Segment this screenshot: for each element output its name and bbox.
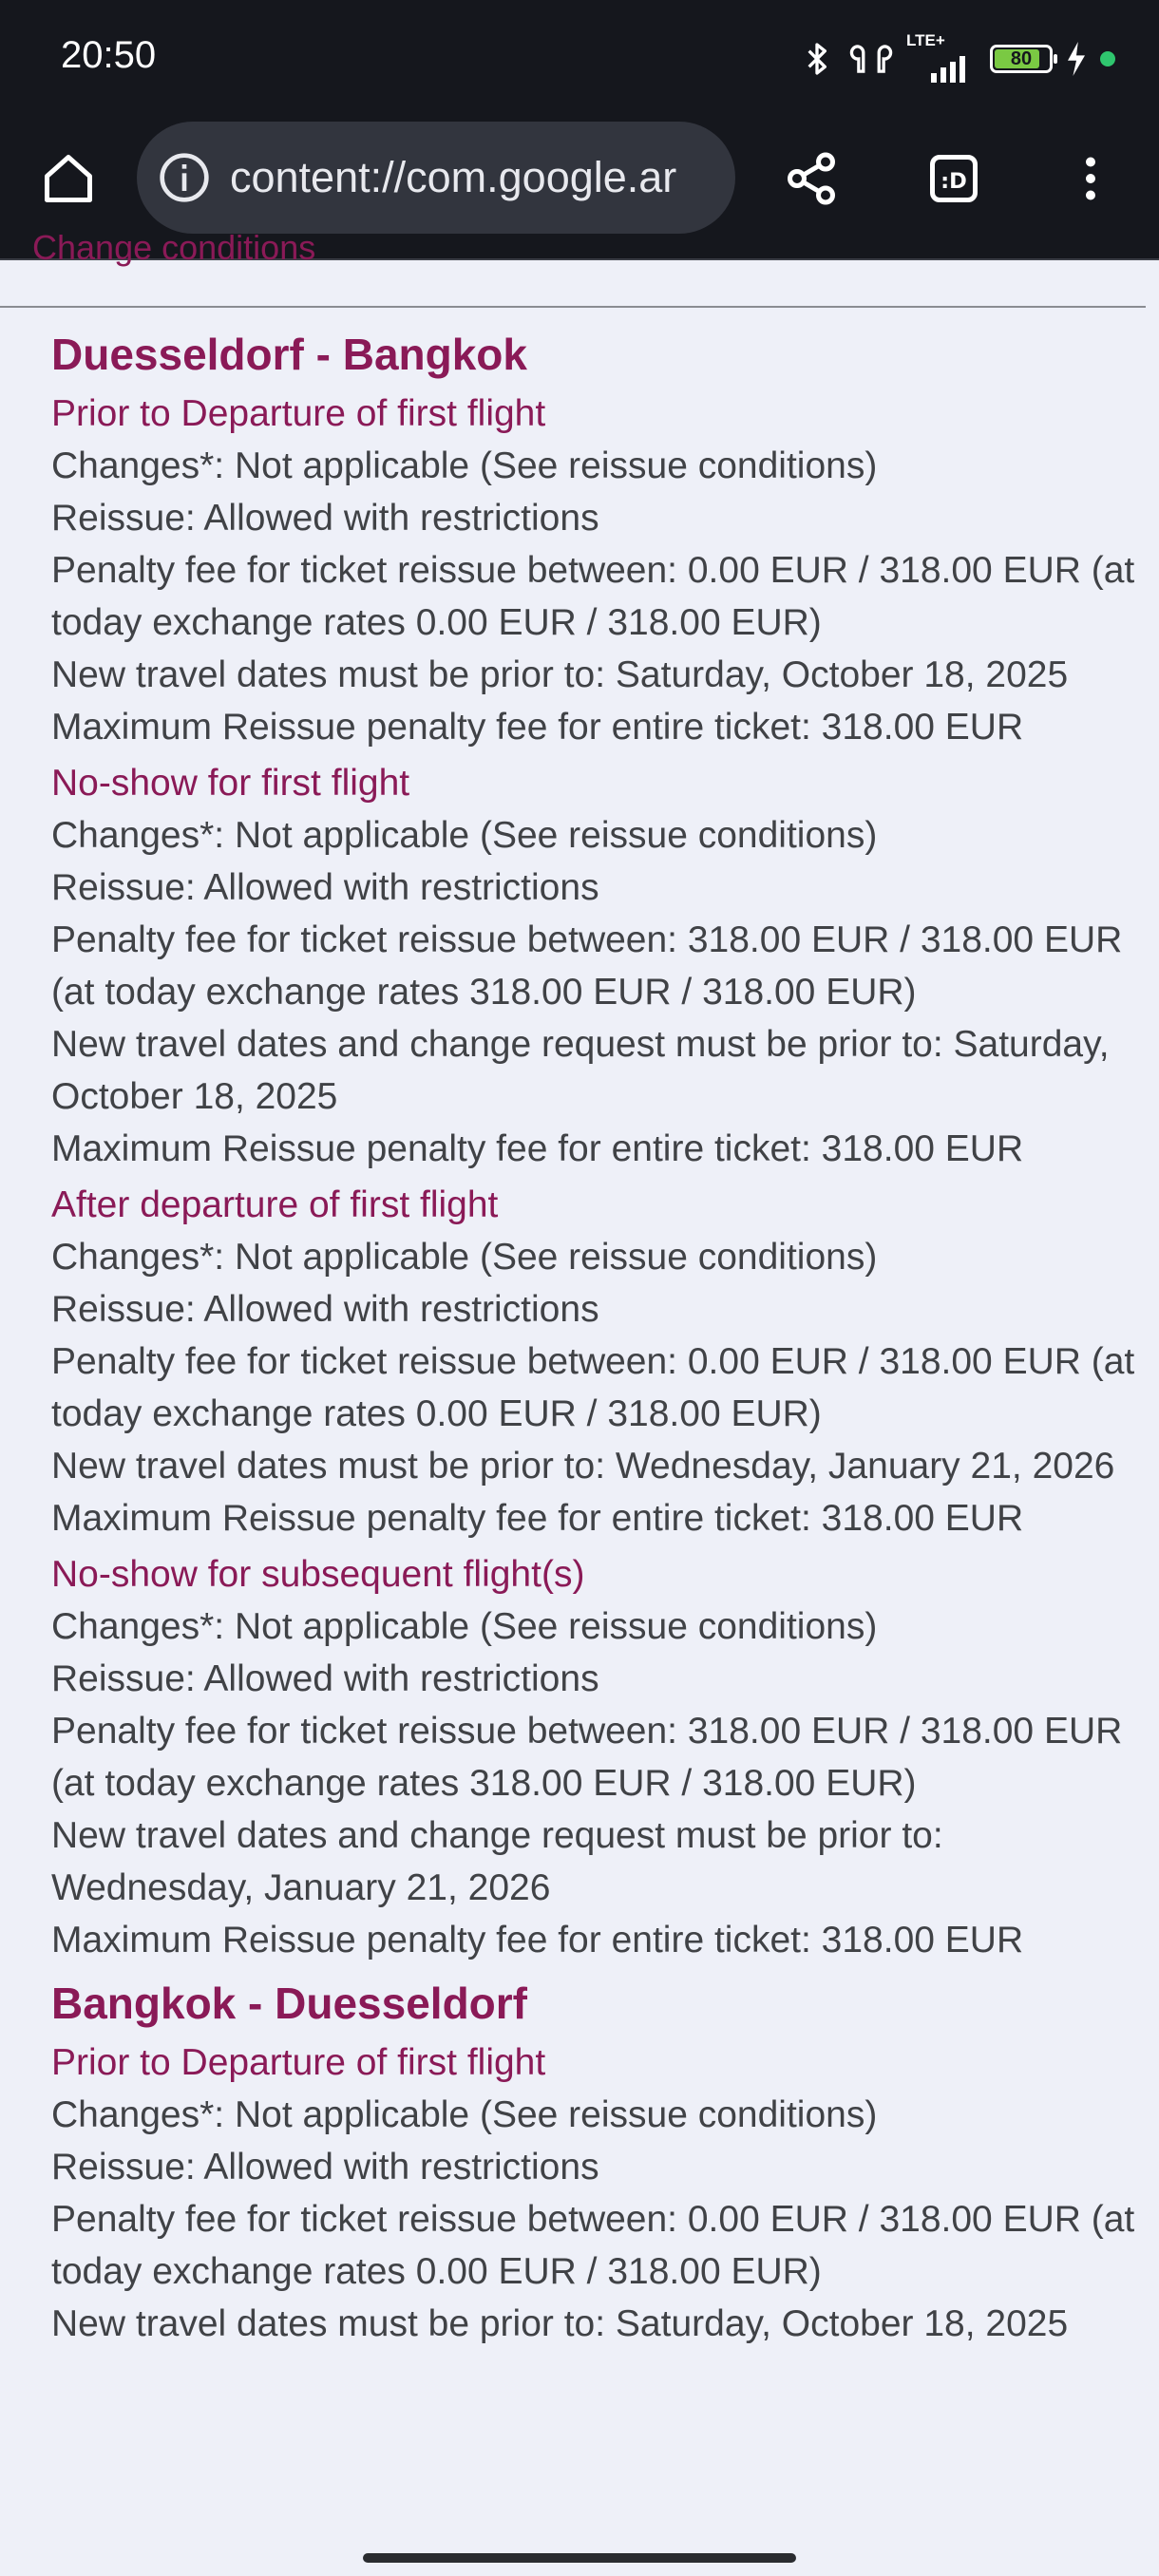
network-type: LTE+ (906, 31, 945, 49)
signal-indicator (906, 31, 977, 83)
earbuds-icon (849, 38, 893, 80)
divider (0, 306, 1146, 308)
condition-line: Changes*: Not applicable (See reissue conditions) (51, 445, 878, 486)
condition-line: New travel dates must be prior to: Saturday, October 18, 2025 (51, 2303, 1069, 2344)
tab-switcher-button[interactable] (923, 148, 984, 209)
more-options-button[interactable] (1060, 148, 1121, 209)
condition-line: New travel dates must be prior to: Saturday, October 18, 2025 (51, 654, 1069, 695)
change-conditions-heading: Change conditions (32, 228, 316, 267)
privacy-indicator (1100, 51, 1115, 66)
svg-text::D: :D (940, 169, 967, 194)
status-icons (798, 32, 1115, 85)
clock: 20:50 (61, 34, 157, 76)
home-button[interactable] (38, 148, 99, 209)
condition-line: Maximum Reissue penalty fee for entire ticket: 318.00 EUR (51, 1920, 1024, 1960)
condition-line: New travel dates and change request must be prior to: Saturday, October 18, 2025 (51, 1024, 1110, 1117)
bluetooth-icon (798, 38, 836, 80)
url-text[interactable]: content://com.google.ar (230, 153, 677, 201)
route-heading: Bangkok - Duesseldorf (51, 1979, 527, 2028)
condition-line: Penalty fee for ticket reissue between: 0.00 EUR / 318.00 EUR (at today exchange rates 0.00 EUR / 318.00 EUR) (51, 1341, 1135, 1434)
share-button[interactable] (781, 148, 842, 209)
address-bar[interactable] (137, 122, 735, 234)
condition-title: No-show for first flight (51, 763, 410, 804)
page-content (0, 228, 1159, 2576)
condition-title: No-show for subsequent flight(s) (51, 1554, 585, 1595)
more-vert-icon (1062, 150, 1119, 207)
battery-icon (990, 45, 1053, 73)
condition-line: Reissue: Allowed with restrictions (51, 1658, 599, 1699)
condition-line: Changes*: Not applicable (See reissue conditions) (51, 1237, 878, 1278)
condition-title: Prior to Departure of first flight (51, 2042, 546, 2083)
cell-signal-icon (918, 54, 975, 83)
status-bar (0, 0, 1159, 112)
condition-line: Reissue: Allowed with restrictions (51, 2147, 599, 2188)
condition-title: After departure of first flight (51, 1184, 499, 1225)
info-icon[interactable] (158, 151, 211, 204)
condition-line: Reissue: Allowed with restrictions (51, 498, 599, 539)
condition-line: Penalty fee for ticket reissue between: 318.00 EUR / 318.00 EUR (at today exchange rates 318.00 EUR / 318.00 EUR) (51, 1711, 1123, 1804)
condition-line: Reissue: Allowed with restrictions (51, 1289, 599, 1330)
home-icon (40, 150, 97, 207)
share-icon (783, 150, 840, 207)
charging-icon (1066, 42, 1087, 76)
condition-title: Prior to Departure of first flight (51, 393, 546, 434)
condition-line: Maximum Reissue penalty fee for entire ticket: 318.00 EUR (51, 1128, 1024, 1169)
home-indicator[interactable] (363, 2553, 796, 2563)
condition-line: Penalty fee for ticket reissue between: 0.00 EUR / 318.00 EUR (at today exchange rates 0.00 EUR / 318.00 EUR) (51, 550, 1135, 643)
condition-line: Changes*: Not applicable (See reissue conditions) (51, 2094, 878, 2135)
condition-line: New travel dates and change request must be prior to: Wednesday, January 21, 2026 (51, 1815, 943, 1908)
condition-line: Reissue: Allowed with restrictions (51, 867, 599, 908)
condition-line: New travel dates must be prior to: Wednesday, January 21, 2026 (51, 1446, 1115, 1487)
condition-line: Changes*: Not applicable (See reissue conditions) (51, 815, 878, 856)
battery-percent: 80 (1010, 47, 1033, 69)
condition-line: Maximum Reissue penalty fee for entire ticket: 318.00 EUR (51, 707, 1024, 748)
condition-line: Penalty fee for ticket reissue between: 318.00 EUR / 318.00 EUR (at today exchange rates 318.00 EUR / 318.00 EUR) (51, 919, 1123, 1013)
condition-line: Maximum Reissue penalty fee for entire ticket: 318.00 EUR (51, 1498, 1024, 1539)
conditions-list (51, 325, 1144, 2350)
route-heading: Duesseldorf - Bangkok (51, 330, 527, 379)
condition-line: Changes*: Not applicable (See reissue conditions) (51, 1606, 878, 1647)
tab-switcher-icon (925, 150, 982, 207)
condition-line: Penalty fee for ticket reissue between: 0.00 EUR / 318.00 EUR (at today exchange rates 0.00 EUR / 318.00 EUR) (51, 2199, 1135, 2292)
